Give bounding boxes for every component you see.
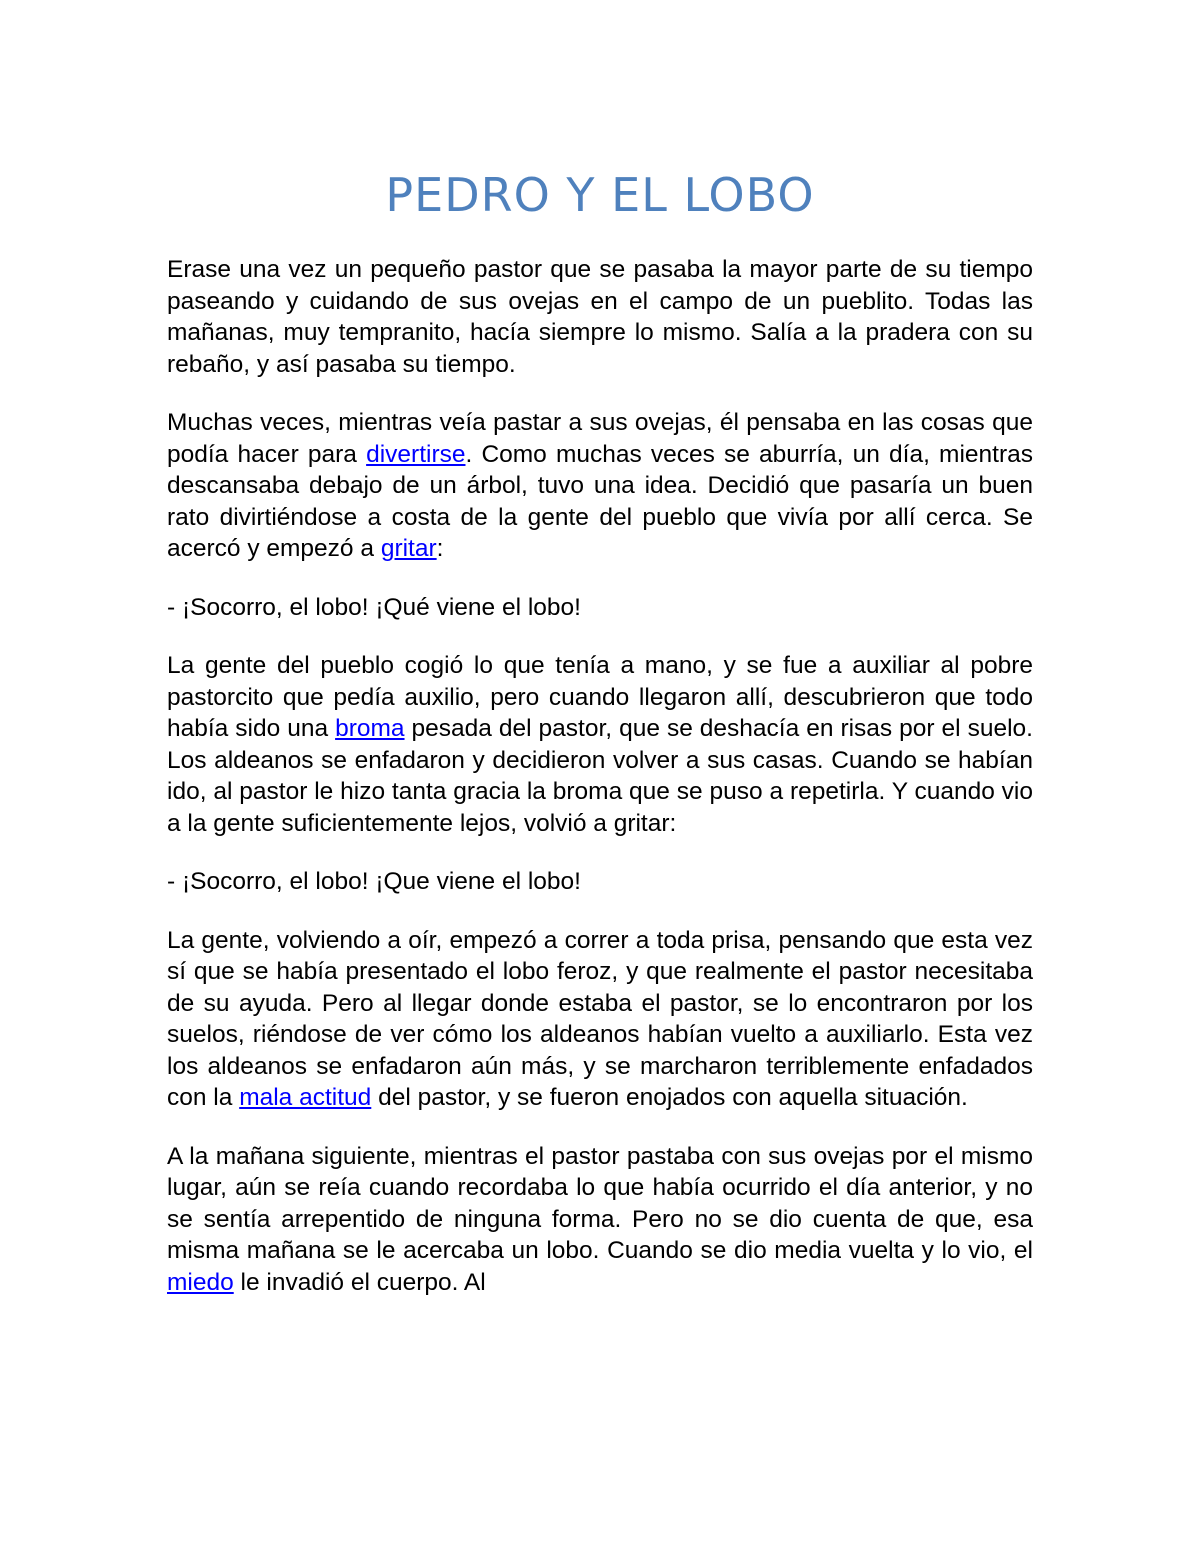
document-title: PEDRO Y EL LOBO	[385, 168, 815, 222]
paragraph-6-text-a: La gente, volviendo a oír, empezó a correr a toda prisa, pensando que esta vez sí que se había presentado el lobo feroz, y que realmente el pastor necesitaba de su ayuda. Pero al llegar donde estaba el pastor, se lo encontraron por los suelos, riéndose de ver cómo los aldeanos habían vuelto a auxiliarlo. Esta vez los aldeanos se enfadaron aún más, y se marcharon terriblemente enfadados con la	[167, 926, 1033, 1111]
paragraph-2	[167, 407, 1033, 565]
paragraph-4-text-b: pesada del pastor, que se deshacía en risas por el suelo. Los aldeanos se enfadaron y decidieron volver a sus casas. Cuando se habían ido, al pastor le hizo tanta gracia la broma que se puso a repetirla. Y cuando vio a la gente suficientemente lejos, volvió a gritar:	[167, 715, 1033, 837]
paragraph-6	[167, 925, 1033, 1114]
link-mala-actitud[interactable]: mala actitud	[239, 1084, 372, 1111]
paragraph-7-text-a: A la mañana siguiente, mientras el pastor pastaba con sus ovejas por el mismo lugar, aún se reía cuando recordaba lo que había ocurrido el día anterior, y no se sentía arrepentido de ninguna forma. Pero no se dio cuenta de que, esa misma mañana se le acercaba un lobo. Cuando se dio media vuelta y lo vio, el	[167, 1142, 1033, 1264]
link-miedo[interactable]: miedo	[167, 1268, 234, 1296]
paragraph-2-text-b: . Como muchas veces se aburría, un día, mientras descansaba debajo de un árbol, tuvo una idea. Decidió que pasaría un buen rato divirtiéndose a costa de la gente del pueblo que vivía por allí cerca. Se acercó y empezó a	[167, 440, 1033, 562]
paragraph-2-text-c: :	[436, 535, 444, 562]
link-broma[interactable]: broma	[335, 715, 405, 742]
document-body	[167, 254, 1033, 1298]
paragraph-1: Erase una vez un pequeño pastor que se pasaba la mayor parte de su tiempo paseando y cuidando de sus ovejas en el campo de un pueblito. Todas las mañanas, muy tempranito, hacía siempre lo mismo. Salía a la pradera con su rebaño, y así pasaba su tiempo.	[167, 256, 1033, 378]
paragraph-4-text-a: La gente del pueblo cogió lo que tenía a mano, y se fue a auxiliar al pobre pastorcito que pedía auxilio, pero cuando llegaron allí, descubrieron que todo había sido una	[167, 652, 1033, 742]
paragraph-6-text-b: del pastor, y se fueron enojados con aquella situación.	[371, 1084, 968, 1111]
link-divertirse[interactable]: divertirse	[366, 440, 466, 468]
dialogue-1: - ¡Socorro, el lobo! ¡Qué viene el lobo!	[167, 593, 581, 621]
paragraph-7-text-b: le invadió el cuerpo. Al	[233, 1268, 486, 1296]
paragraph-7	[167, 1141, 1033, 1299]
paragraph-4	[167, 650, 1033, 839]
dialogue-2: - ¡Socorro, el lobo! ¡Que viene el lobo!	[167, 868, 581, 895]
link-gritar[interactable]: gritar	[380, 535, 437, 562]
paragraph-2-text-a: Muchas veces, mientras veía pastar a sus ovejas, él pensaba en las cosas que podía hacer para	[167, 409, 1033, 468]
